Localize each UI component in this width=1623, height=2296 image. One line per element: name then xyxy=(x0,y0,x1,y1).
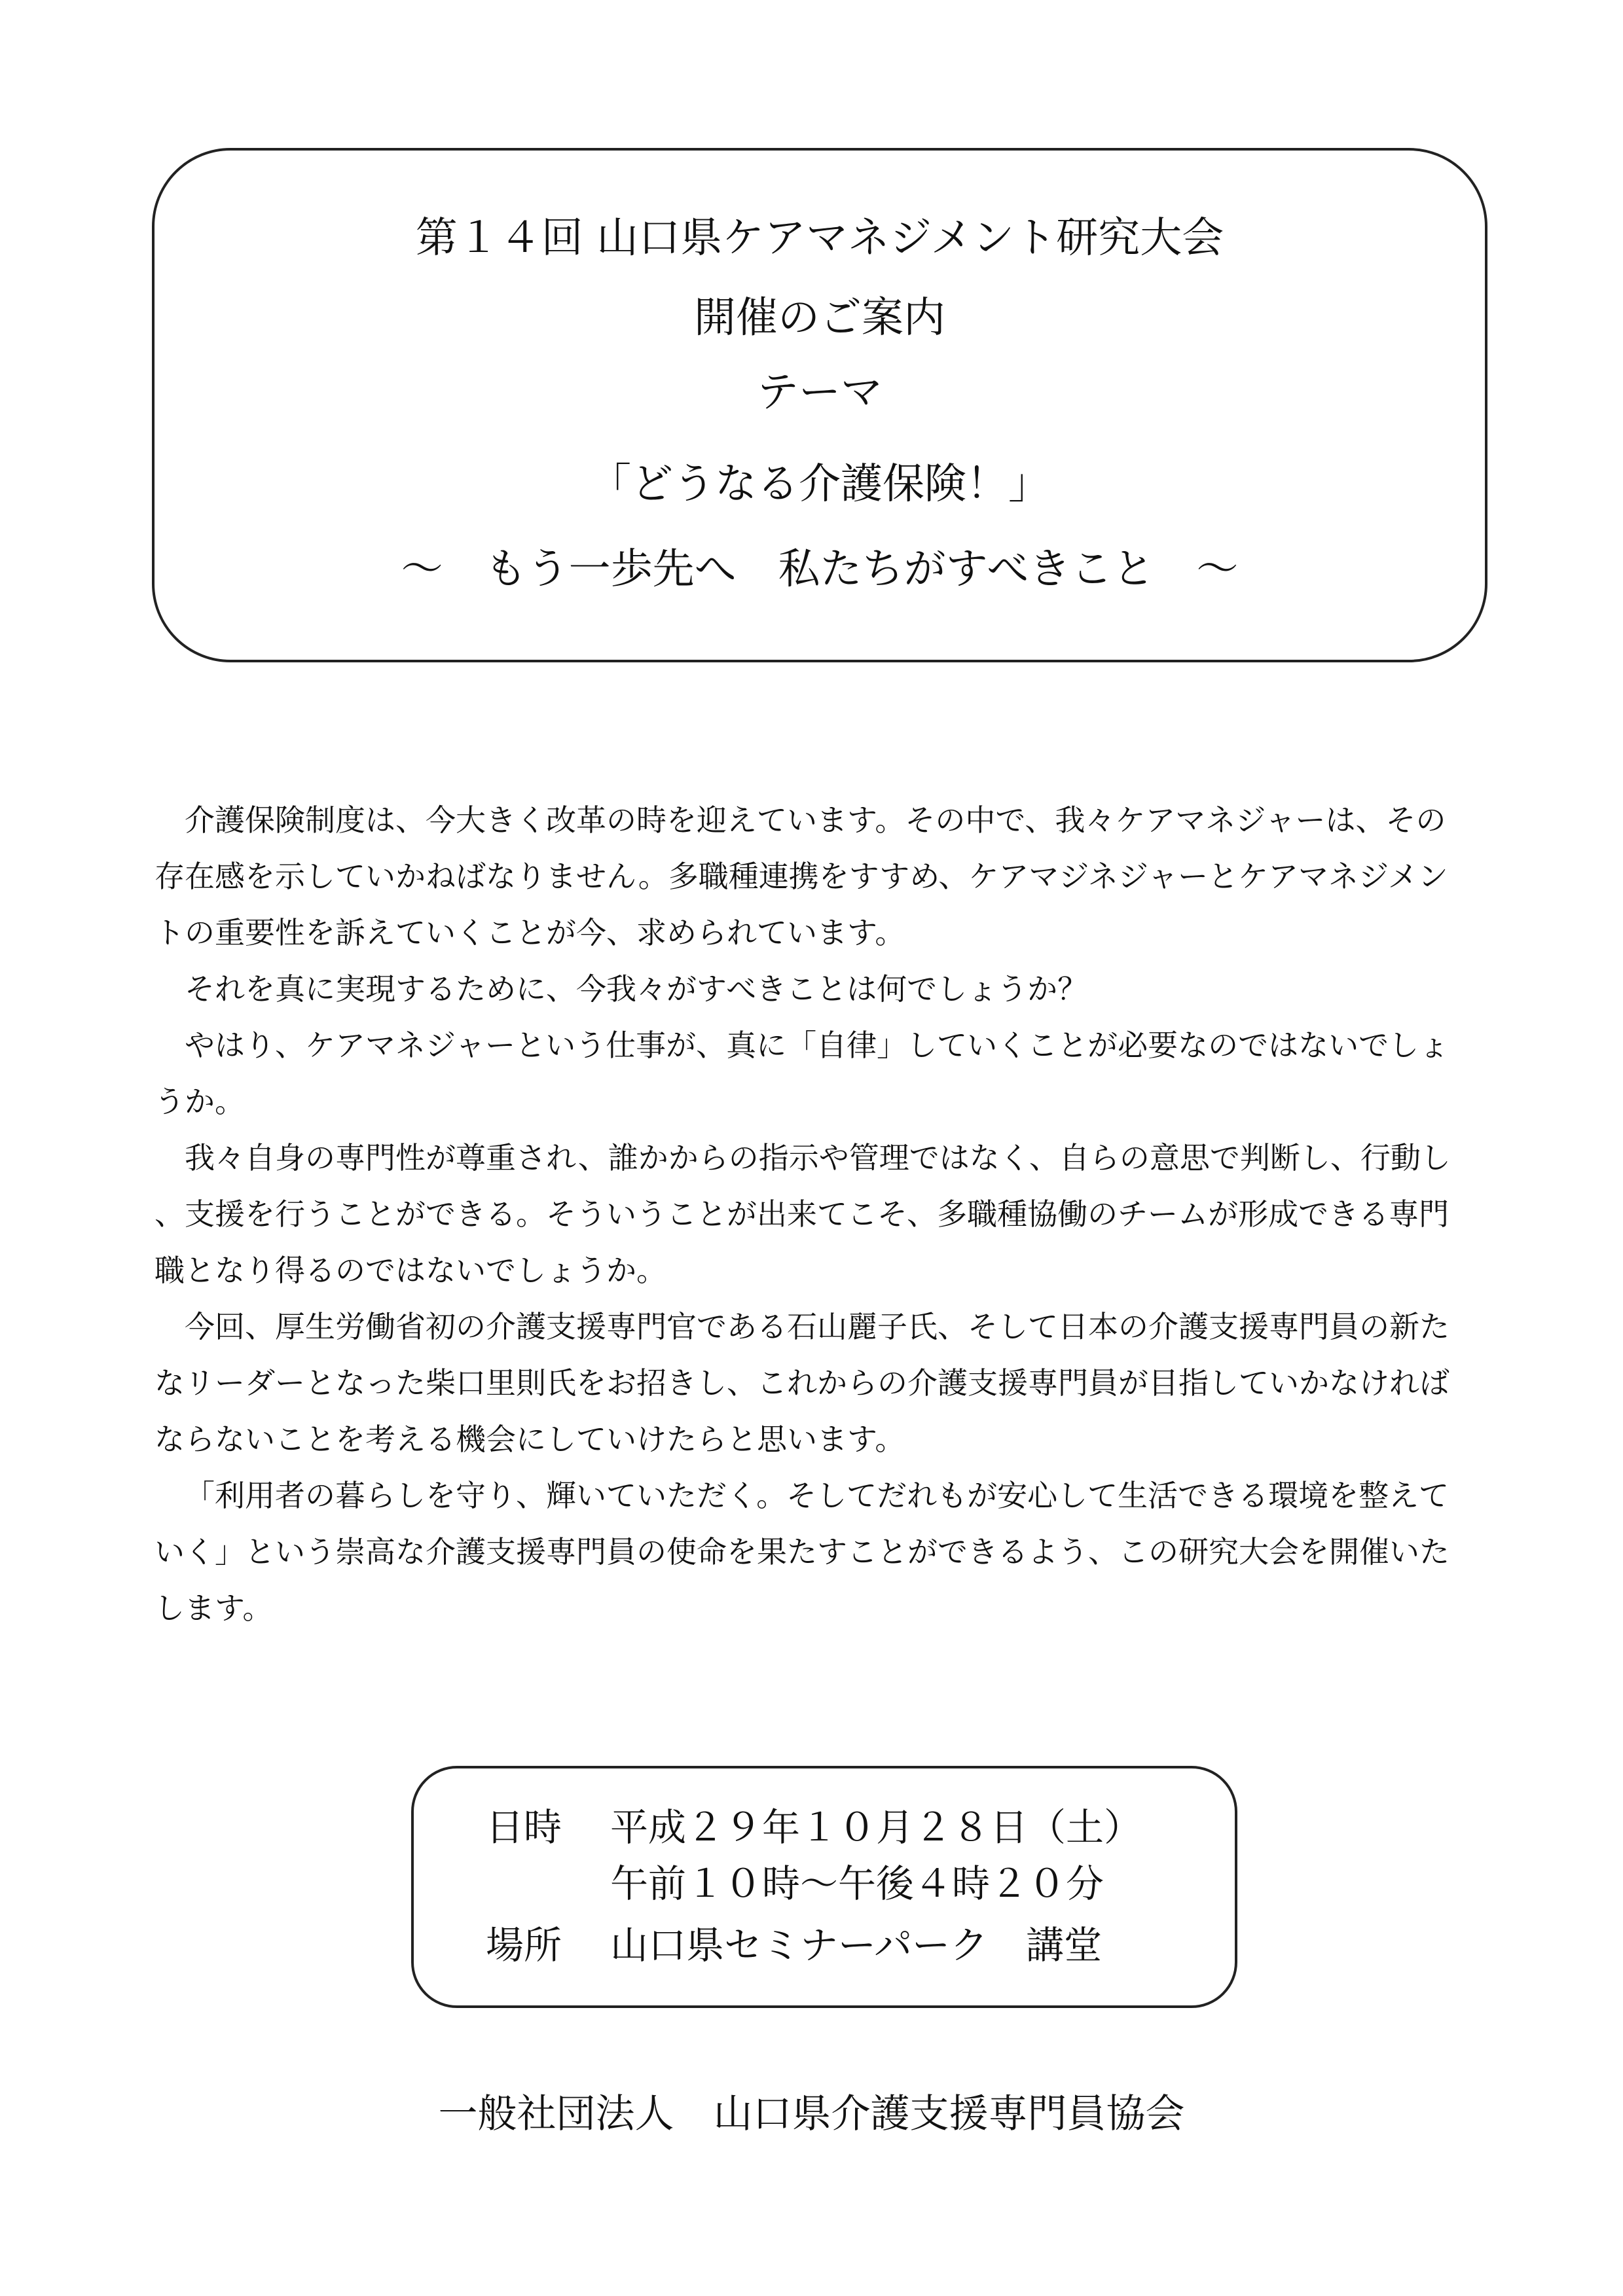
paragraph-1: 介護保険制度は、今大きく改革の時を迎えています。その中で、我々ケアマネジャーは、その存在感を示していかねばなりません。多職種連携をすすめ、ケアマジネジャーとケアマネジメントの重要性を訴えていくことが今、求められています。 xyxy=(155,802,1448,950)
date-label: 日時 xyxy=(486,1805,562,1850)
theme-sub: ～ もう一歩先へ 私たちがすべきこと ～ xyxy=(401,545,1239,594)
event-subtitle: 開催のご案内 xyxy=(694,294,945,342)
paragraph-3: やはり、ケアマネジャーという仕事が、真に「自律」していくことが必要なのではないでしょうか。 xyxy=(155,1028,1450,1119)
time-row xyxy=(610,1859,1104,1909)
paragraph-6: 「利用者の暮らしを守り、輝いていただく。そしてだれもが安心して生活できる環境を整えていく」という崇高な介護支援専門員の使命を果たすことができるよう、この研究大会を開催いたします。 xyxy=(155,1478,1450,1626)
time-value: 午前１０時～午後４時２０分 xyxy=(610,1861,1104,1906)
date-row xyxy=(486,1803,1142,1852)
organizer-name: 一般社団法人 山口県介護支援専門員協会 xyxy=(438,2091,1185,2137)
paragraph-4: 我々自身の専門性が尊重され、誰かからの指示や管理ではなく、自らの意思で判断し、行動し、支援を行うことができる。そういうことが出来てこそ、多職種協働のチームが形成できる専門職となり得るのではないでしょうか。 xyxy=(155,1140,1451,1288)
place-value: 山口県セミナーパーク 講堂 xyxy=(610,1923,1103,1967)
event-info-box xyxy=(411,1766,1237,2008)
event-title: 第１４回 山口県ケアマネジメント研究大会 xyxy=(415,214,1224,262)
place-label: 場所 xyxy=(486,1923,562,1967)
place-row xyxy=(486,1920,1102,1970)
body-text xyxy=(155,792,1464,1636)
paragraph-5: 今回、厚生労働省初の介護支援専門官である石山麗子氏、そして日本の介護支援専門員の新たなリーダーとなった柴口里則氏をお招きし、これからの介護支援専門員が目指していかなければならないことを考える機会にしていけたらと思います。 xyxy=(155,1309,1450,1457)
theme-main: 「どうなる介護保険！」 xyxy=(589,460,1050,509)
date-value: 平成２９年１０月２８日（土） xyxy=(610,1805,1142,1850)
theme-label: テーマ xyxy=(757,368,883,417)
paragraph-2: それを真に実現するために、今我々がすべきことは何でしょうか？ xyxy=(185,971,1088,1007)
title-box xyxy=(152,148,1487,662)
